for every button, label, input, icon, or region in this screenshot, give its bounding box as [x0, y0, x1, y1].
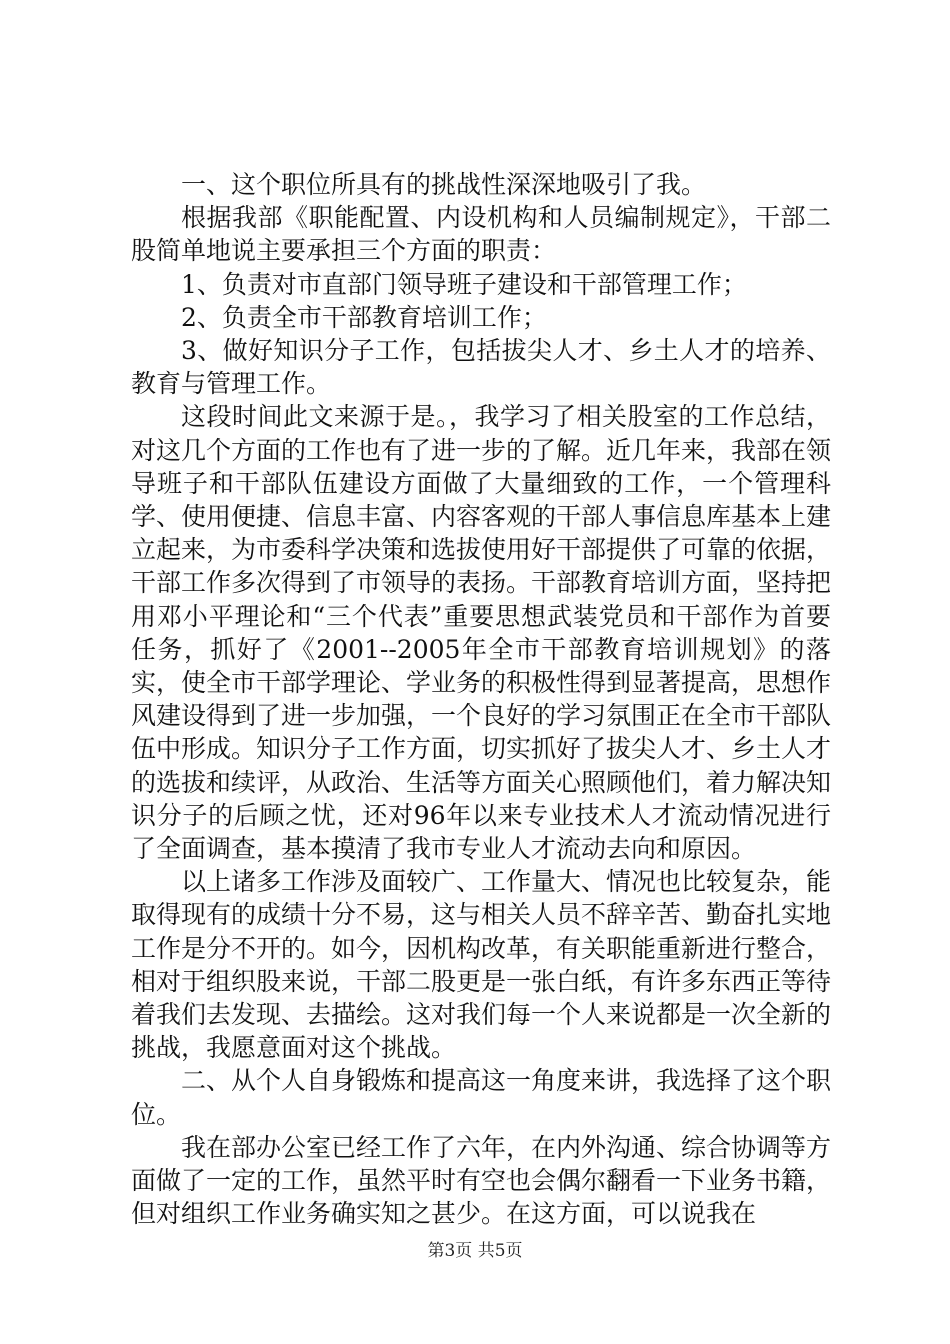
paragraph-section-one-heading: 一、这个职位所具有的挑战性深深地吸引了我。 — [181, 170, 707, 199]
paragraph-personal-experience: 我在部办公室已经工作了六年，在内外沟通、综合协调等方面做了一定的工作，虽然平时有空也会偶尔翻看一下业务书籍，但对组织工作业务确实知之甚少。在这方面，可以说我在 — [131, 1132, 832, 1229]
paragraph-duty-2: 2、负责全市干部教育培训工作； — [181, 302, 547, 332]
document-body — [131, 168, 831, 1231]
paragraph-duties-intro: 根据我部《职能配置、内设机构和人员编制规定》，干部二股简单地说主要承担三个方面的职责： — [131, 203, 831, 266]
paragraph-work-review: 这段时间此文来源于是。，我学习了相关股室的工作总结，对这几个方面的工作也有了进一步的了解。近几年来，我部在领导班子和干部队伍建设方面做了大量细致的工作，一个管理科学、使用便捷、信息丰富、内容客观的干部人事信息库基本上建立起来，为市委科学决策和选拔使用好干部提供了可靠的依据，干部工作多次得到了市领导的表扬。干部教育培训方面，坚持把用邓小平理论和“三个代表”重要思想武装党员和干部作为首要任务，抓好了《2001--2005年全市干部教育培训规划》的落实，使全市干部学理论、学业务的积极性得到显著提高，思想作风建设得到了进一步加强，一个良好的学习氛围正在全市干部队伍中形成。知识分子工作方面，切实抓好了拔尖人才、乡土人才的选拔和续评，从政治、生活等方面关心照顾他们，着力解决知识分子的后顾之忧，还对96年以来专业技术人才流动情况进行了全面调查，基本摸清了我市专业人才流动去向和原因。 — [131, 402, 832, 864]
page-number-footer: 第3页 共5页 — [427, 1241, 523, 1261]
paragraph-section-two-heading: 二、从个人自身锻炼和提高这一角度来讲，我选择了这个职位。 — [131, 1066, 832, 1129]
paragraph-duty-1: 1、负责对市直部门领导班子建设和干部管理工作； — [181, 269, 747, 299]
paragraph-challenge: 以上诸多工作涉及面较广、工作量大、情况也比较复杂，能取得现有的成绩十分不易，这与相关人员不辞辛苦、勤奋扎实地工作是分不开的。如今，因机构改革，有关职能重新进行整合，相对于组织股来说，干部二股更是一张白纸，有许多东西正等待着我们去发现、去描绘。这对我们每一个人来说都是一次全新的挑战，我愿意面对这个挑战。 — [131, 867, 832, 1063]
paragraph-duty-3: 3、做好知识分子工作，包括拔尖人才、乡土人才的培养、教育与管理工作。 — [131, 336, 831, 399]
